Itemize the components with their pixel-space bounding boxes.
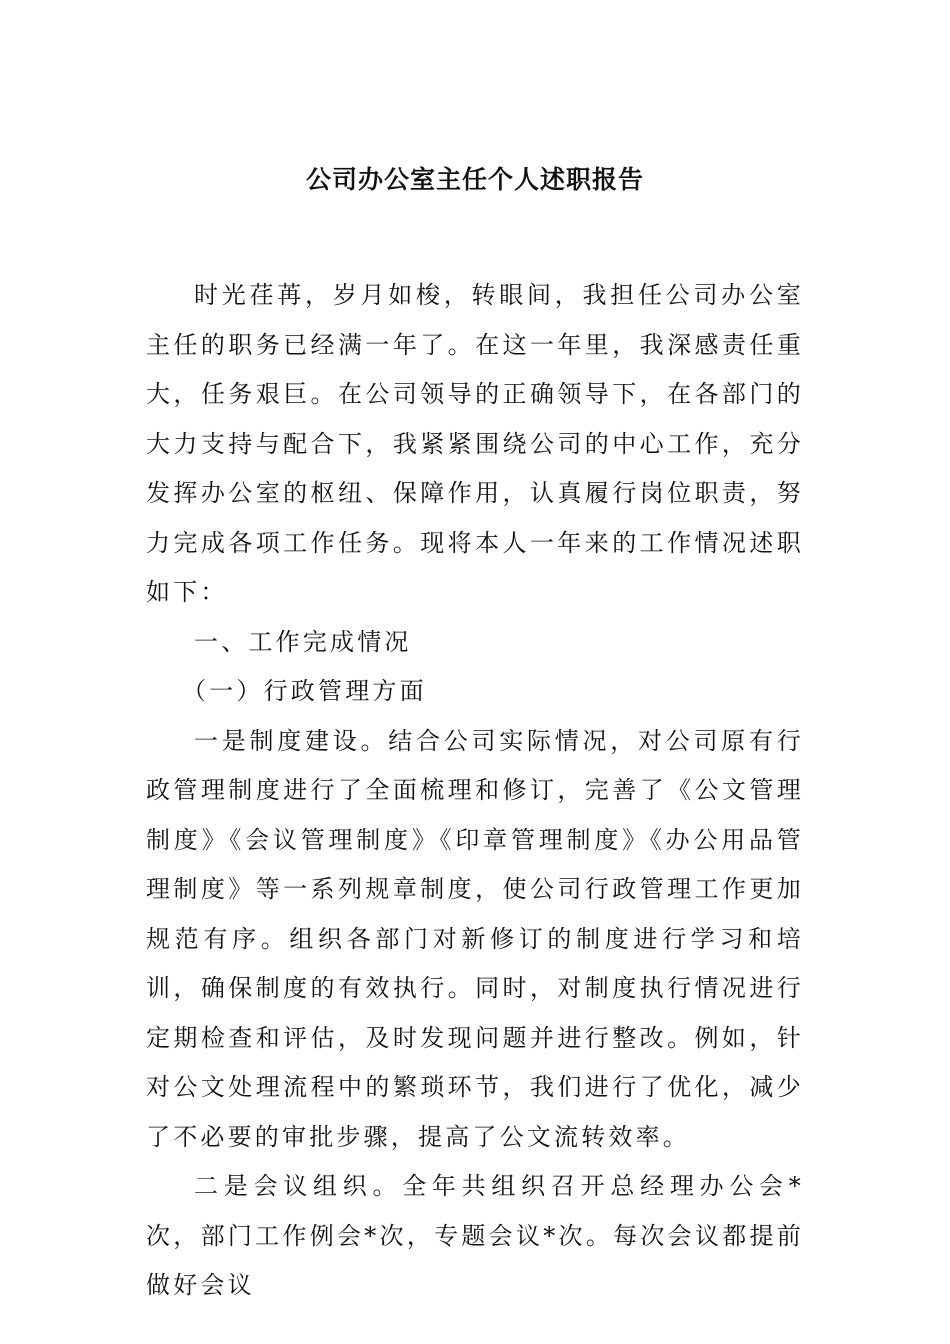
document-body <box>146 271 804 1311</box>
paragraph-system-building: 一是制度建设。结合公司实际情况，对公司原有行政管理制度进行了全面梳理和修订，完善了《公文管理制度》《会议管理制度》《印章管理制度》《办公用品管理制度》等一系列规章制度，使公司行政管理工作更加规范有序。组织各部门对新修订的制度进行学习和培训，确保制度的有效执行。同时，对制度执行情况进行定期检查和评估，及时发现问题并进行整改。例如，针对公文处理流程中的繁琐环节，我们进行了优化，减少了不必要的审批步骤，提高了公文流转效率。 <box>146 726 804 1151</box>
subsection-heading: （一）行政管理方面 <box>182 677 427 705</box>
page-title: 公司办公室主任个人述职报告 <box>305 165 644 194</box>
paragraph-intro: 时光荏苒，岁月如梭，转眼间，我担任公司办公室主任的职务已经满一年了。在这一年里，我深感责任重大，任务艰巨。在公司领导的正确领导下，在各部门的大力支持与配合下，我紧紧围绕公司的中心工作，充分发挥办公室的枢纽、保障作用，认真履行岗位职责，努力完成各项工作任务。现将本人一年来的工作情况述职如下： <box>146 281 804 606</box>
section-heading: 一、工作完成情况 <box>194 627 412 656</box>
paragraph-meeting-organization: 二是会议组织。全年共组织召开总经理办公会*次，部门工作例会*次，专题会议*次。每次会议都提前做好会议 <box>146 1172 804 1299</box>
